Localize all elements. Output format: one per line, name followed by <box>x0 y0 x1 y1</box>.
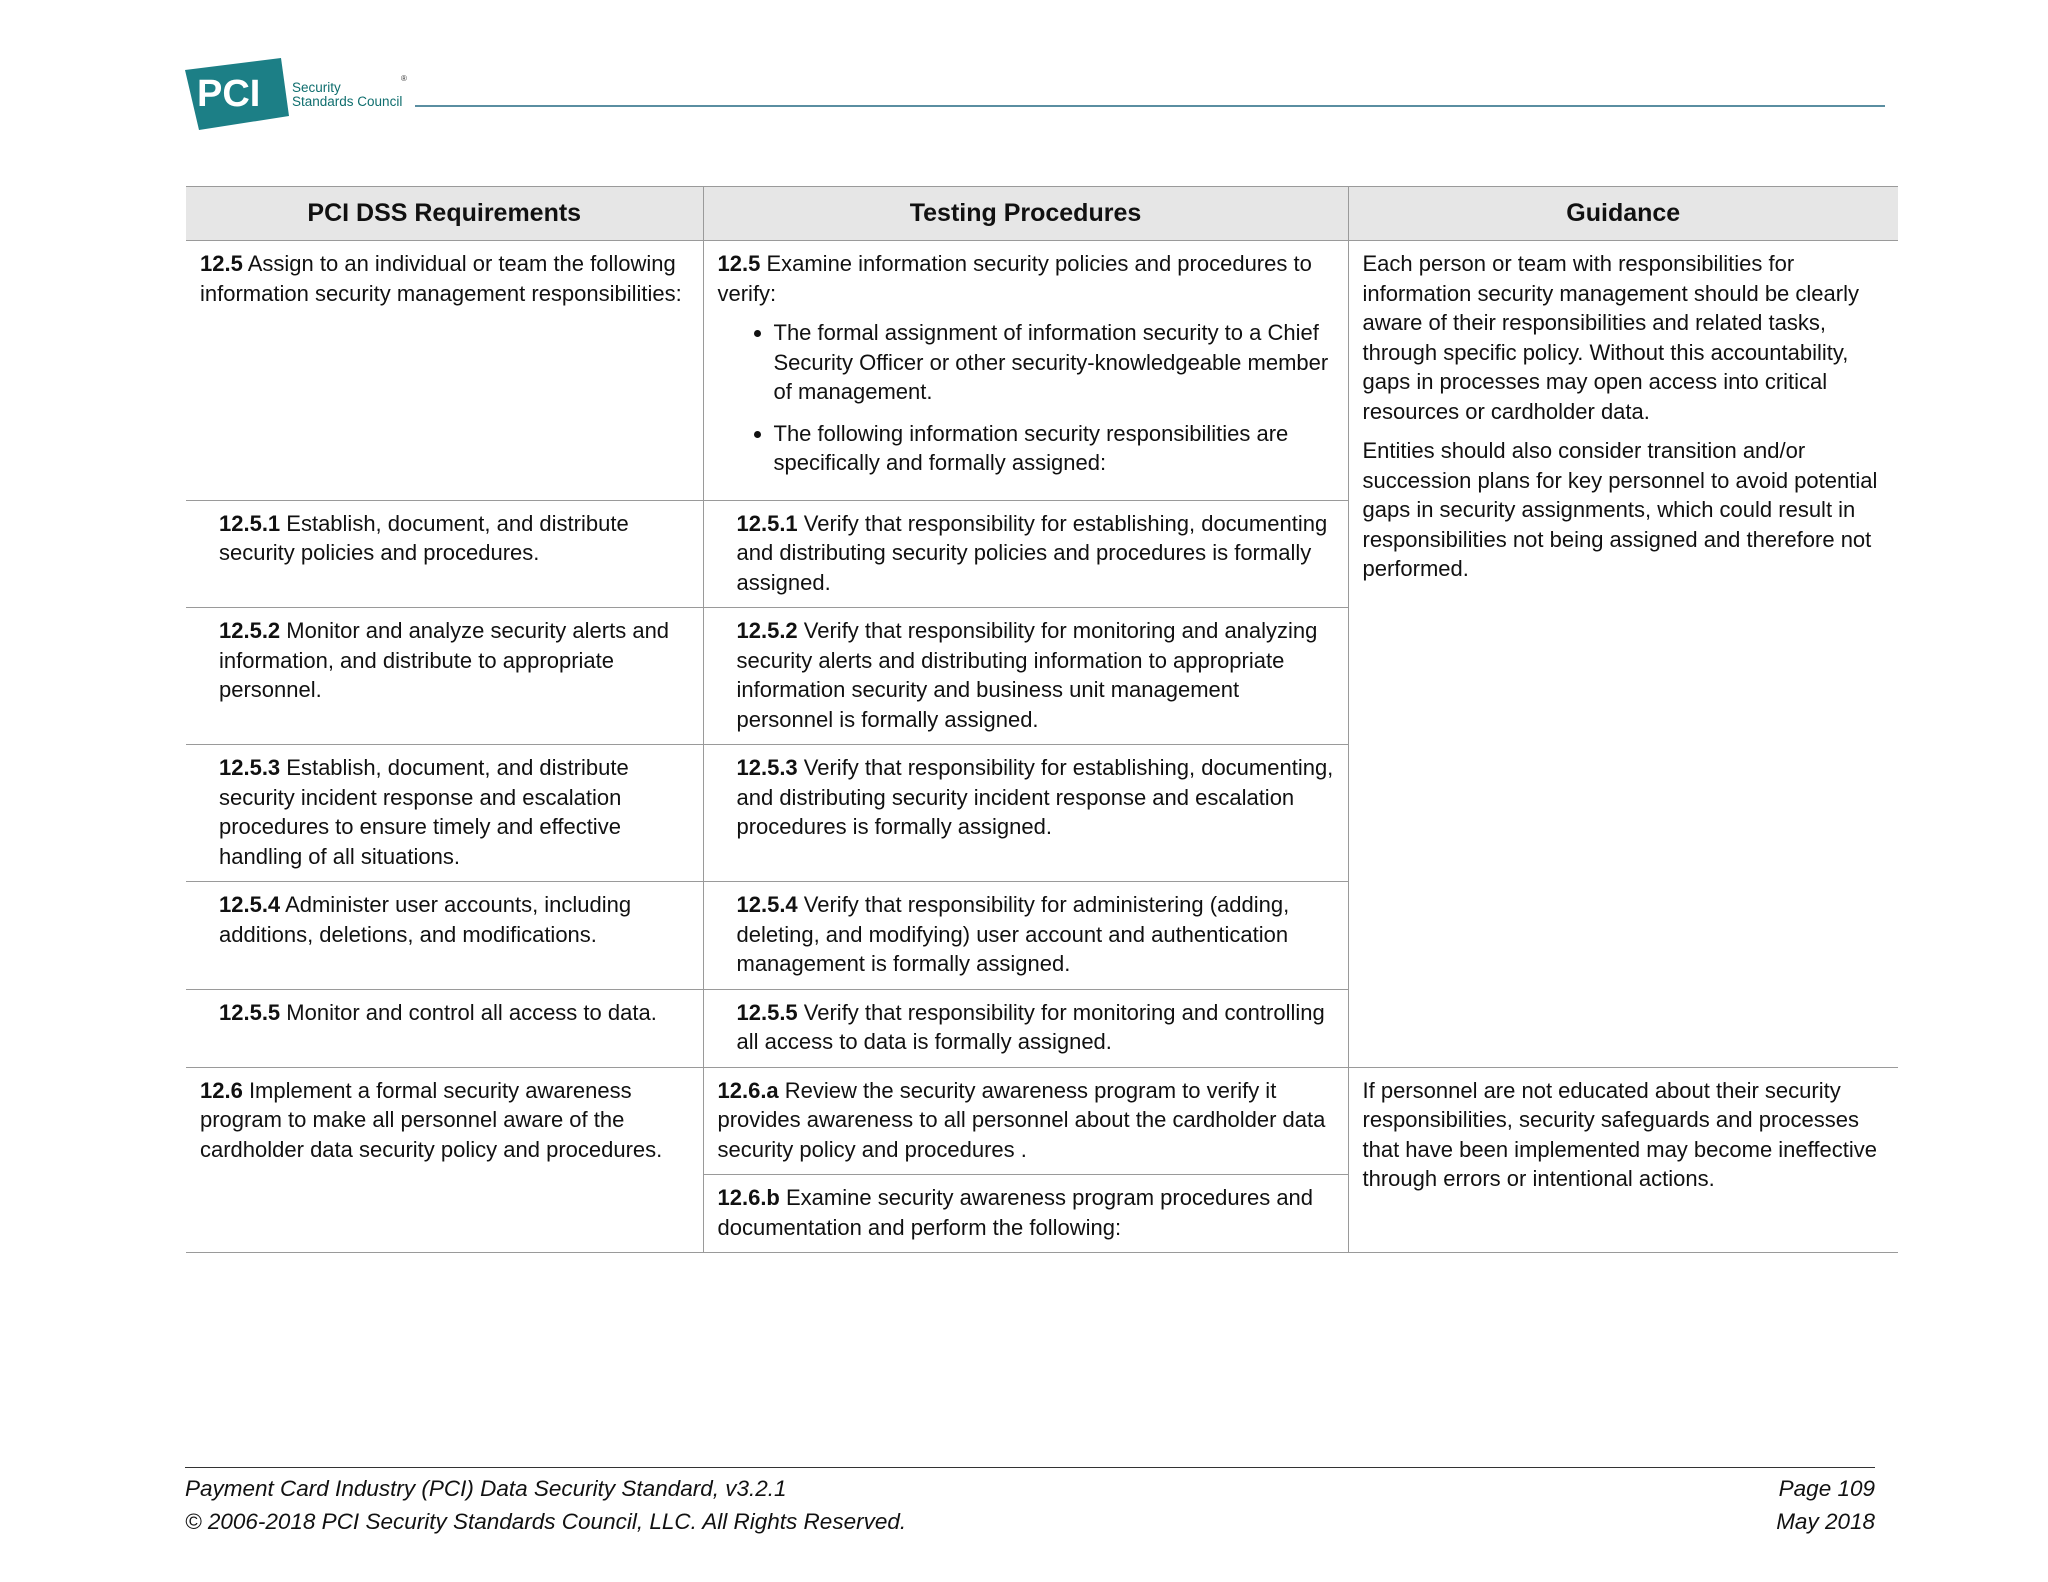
testing-number: 12.5.5 <box>736 999 798 1025</box>
table-header-row <box>186 187 1898 241</box>
testing-text: Verify that responsibility for monitoring and analyzing security alerts and distributing information to appropriate information security and business unit management personnel is formally assigned. <box>736 618 1318 732</box>
testing-text: Verify that responsibility for administering (adding, deleting, and modifying) user account and authentication management is formally assigned. <box>736 892 1290 976</box>
requirement-number: 12.5.5 <box>219 999 281 1025</box>
requirement-number: 12.5.2 <box>219 618 281 643</box>
guidance-cell <box>1348 241 1898 1068</box>
requirement-cell <box>186 1067 703 1253</box>
requirement-number: 12.6 <box>200 1077 243 1103</box>
testing-cell <box>703 608 1348 745</box>
footer-page-number: Page 109 <box>1778 1476 1875 1501</box>
table-row <box>186 241 1898 501</box>
requirement-text: Establish, document, and distribute security policies and procedures. <box>219 510 629 565</box>
guidance-paragraph: Each person or team with responsibilities for information security management should be clearly aware of their responsibilities and related tasks, through specific policy. Without this accountability, gaps in processes may open access into critical resources or cardholder data. <box>1362 251 1859 424</box>
requirement-text: Monitor and analyze security alerts and information, and distribute to appropriate personnel. <box>219 618 670 702</box>
testing-number: 12.6.a <box>717 1077 779 1103</box>
list-item: • The formal assignment of information security to a Chief Security Officer or other security-knowledgeable member of management. <box>774 318 1334 407</box>
testing-cell <box>703 989 1348 1067</box>
requirement-text: Implement a formal security awareness program to make all personnel aware of the cardholder data security policy and procedures. <box>200 1077 663 1162</box>
testing-text: Verify that responsibility for establishing, documenting, and distributing security incident response and escalation procedures is formally assigned. <box>736 755 1334 839</box>
testing-cell <box>703 241 1348 501</box>
testing-cell <box>703 500 1348 608</box>
requirement-cell <box>186 745 703 882</box>
testing-number: 12.5.4 <box>736 892 798 917</box>
column-header-guidance: Guidance <box>1348 187 1898 241</box>
requirement-text: Monitor and control all access to data. <box>280 999 657 1025</box>
testing-number: 12.6.b <box>717 1185 780 1210</box>
pci-logo-icon <box>185 58 289 130</box>
requirement-text: Administer user accounts, including additions, deletions, and modifications. <box>219 892 632 947</box>
requirement-number: 12.5.1 <box>219 510 281 536</box>
requirement-text: Establish, document, and distribute security incident response and escalation procedures to ensure timely and effective handling of all situations. <box>219 755 629 869</box>
testing-text: Verify that responsibility for monitoring and controlling all access to data is formally assigned. <box>736 999 1325 1054</box>
requirement-cell <box>186 882 703 990</box>
column-header-testing: Testing Procedures <box>703 187 1348 241</box>
list-item: • The following information security responsibilities are specifically and formally assigned: <box>774 419 1334 478</box>
table-row <box>186 1067 1898 1175</box>
testing-cell <box>703 1067 1348 1175</box>
footer-doc-title: Payment Card Industry (PCI) Data Security Standard, v3.2.1 <box>185 1476 787 1501</box>
requirement-cell <box>186 608 703 745</box>
guidance-paragraph: Entities should also consider transition and/or succession plans for key personnel to avoid potential gaps in security assignments, which could result in responsibilities not being assigned and therefore not performed. <box>1362 438 1878 581</box>
column-header-requirements: PCI DSS Requirements <box>186 187 703 241</box>
requirement-cell <box>186 500 703 608</box>
requirements-table <box>186 186 1898 1253</box>
footer-copyright: © 2006-2018 PCI Security Standards Council, LLC. All Rights Reserved. <box>185 1509 907 1534</box>
svg-text:PCI: PCI <box>197 73 261 115</box>
page-footer <box>185 1467 1875 1538</box>
testing-text: Verify that responsibility for establishing, documenting and distributing security policies and procedures is formally assigned. <box>736 510 1328 595</box>
testing-text: Examine security awareness program procedures and documentation and perform the following: <box>717 1185 1314 1240</box>
testing-number: 12.5.2 <box>736 618 798 643</box>
requirement-number: 12.5.3 <box>219 755 281 780</box>
testing-text: Review the security awareness program to verify it provides awareness to all personnel about the cardholder data security policy and procedures . <box>717 1077 1326 1162</box>
requirement-cell <box>186 989 703 1067</box>
logo-text: Security Standards Council <box>292 80 403 109</box>
guidance-cell <box>1348 1067 1898 1253</box>
registered-mark: ® <box>401 74 407 83</box>
header-rule <box>415 105 1885 107</box>
page-header <box>185 58 1885 138</box>
testing-cell <box>703 1175 1348 1253</box>
testing-bullet-list <box>718 318 1334 478</box>
testing-number: 12.5.3 <box>736 755 798 780</box>
testing-cell <box>703 882 1348 990</box>
testing-number: 12.5.1 <box>736 510 798 536</box>
footer-date: May 2018 <box>1776 1509 1875 1534</box>
testing-cell <box>703 745 1348 882</box>
requirement-number: 12.5.4 <box>219 892 281 917</box>
testing-text: Examine information security policies and procedures to verify: <box>717 251 1312 306</box>
requirement-text: Assign to an individual or team the following information security management responsibilities: <box>200 251 682 306</box>
testing-number: 12.5 <box>717 251 761 276</box>
requirement-number: 12.5 <box>200 251 243 276</box>
guidance-paragraph: If personnel are not educated about their security responsibilities, security safeguards and processes that have been implemented may become ineffective through errors or intentional actions. <box>1362 1077 1877 1191</box>
requirement-cell <box>186 241 703 501</box>
